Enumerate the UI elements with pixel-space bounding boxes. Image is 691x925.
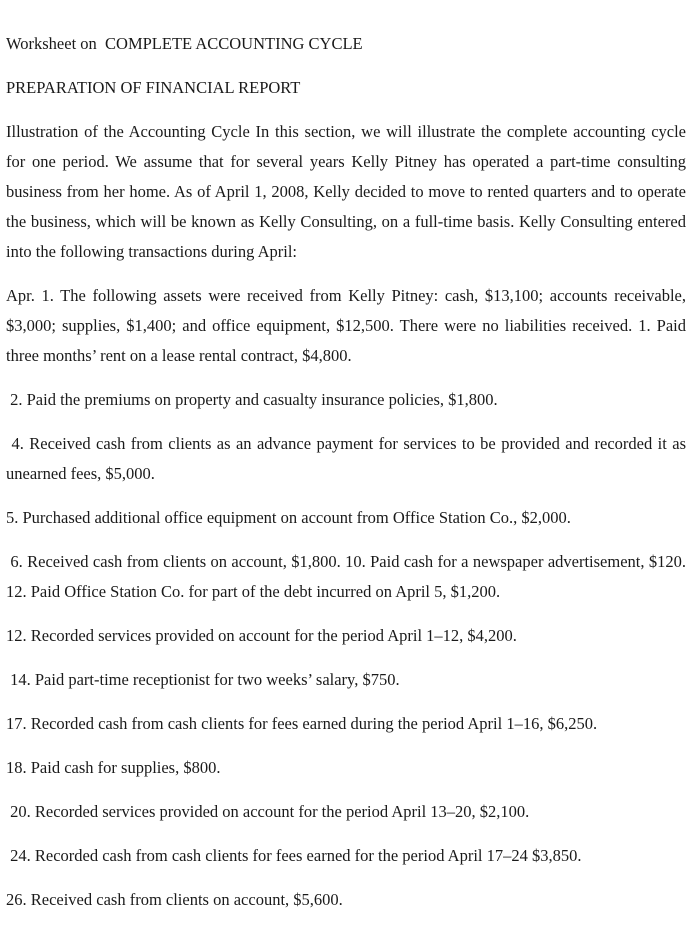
transaction-paragraph: 2. Paid the premiums on property and casualty insurance policies, $1,800.	[6, 390, 498, 409]
intro-paragraph: Illustration of the Accounting Cycle In this section, we will illustrate the complete accounting cycle for one period. We assume that for several years Kelly Pitney has operated a part-time consulting business from her home. As of April 1, 2008, Kelly decided to move to rented quarters and to operate the business, which will be known as Kelly Consulting, on a full-time basis. Kelly Consulting entered into the following transactions during April:	[6, 122, 691, 261]
transaction-paragraph: 6. Received cash from clients on account, $1,800. 10. Paid cash for a newspaper advertisement, $120. 12. Paid Office Station Co. for part of the debt incurred on April 5, $1,200.	[6, 552, 691, 601]
document-title: Worksheet on COMPLETE ACCOUNTING CYCLE	[6, 34, 363, 53]
transaction-paragraph: 26. Received cash from clients on account, $5,600.	[6, 890, 343, 909]
transaction-paragraph: 12. Recorded services provided on account for the period April 1–12, $4,200.	[6, 626, 517, 645]
document-subtitle: PREPARATION OF FINANCIAL REPORT	[6, 78, 301, 97]
transaction-paragraph: 18. Paid cash for supplies, $800.	[6, 758, 221, 777]
transaction-paragraph: 24. Recorded cash from cash clients for fees earned for the period April 17–24 $3,850.	[6, 846, 582, 865]
transaction-paragraph: 5. Purchased additional office equipment on account from Office Station Co., $2,000.	[6, 508, 571, 527]
transaction-paragraph: 14. Paid part-time receptionist for two weeks’ salary, $750.	[6, 670, 400, 689]
transaction-paragraph: 20. Recorded services provided on account for the period April 13–20, $2,100.	[6, 802, 530, 821]
transaction-paragraph: 17. Recorded cash from cash clients for fees earned during the period April 1–16, $6,250.	[6, 714, 598, 733]
transaction-paragraph: Apr. 1. The following assets were received from Kelly Pitney: cash, $13,100; accounts receivable, $3,000; supplies, $1,400; and office equipment, $12,500. There were no liabilities received. 1. Paid three months’ rent on a lease rental contract, $4,800.	[6, 286, 691, 365]
transactions-list	[6, 281, 691, 915]
transaction-paragraph: 4. Received cash from clients as an advance payment for services to be provided and recorded it as unearned fees, $5,000.	[6, 434, 691, 483]
